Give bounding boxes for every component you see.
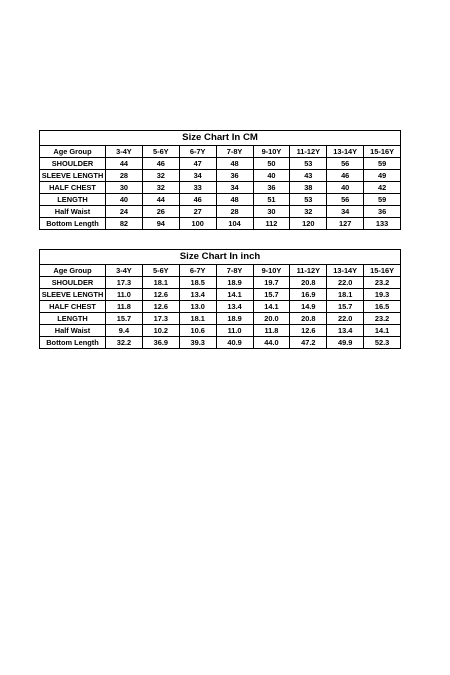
- row-label: Half Waist: [40, 206, 106, 218]
- table-cell: 11.8: [106, 301, 143, 313]
- table-cell: 33: [179, 182, 216, 194]
- table-row: [40, 337, 401, 349]
- column-header: 3-4Y: [106, 146, 143, 158]
- table-cell: 47.2: [290, 337, 327, 349]
- table-cell: 32: [142, 182, 179, 194]
- table-cell: 40.9: [216, 337, 253, 349]
- table-cell: 36: [364, 206, 401, 218]
- column-header: 6-7Y: [179, 265, 216, 277]
- table-cell: 36: [216, 170, 253, 182]
- table-cell: 59: [364, 194, 401, 206]
- table-row: [40, 301, 401, 313]
- table-cell: 26: [142, 206, 179, 218]
- table-cell: 59: [364, 158, 401, 170]
- table-cell: 46: [179, 194, 216, 206]
- table-cell: 22.0: [327, 313, 364, 325]
- table-cell: 13.4: [179, 289, 216, 301]
- table-cell: 51: [253, 194, 290, 206]
- table-cell: 120: [290, 218, 327, 230]
- table-cell: 43: [290, 170, 327, 182]
- table-cell: 47: [179, 158, 216, 170]
- row-label: HALF CHEST: [40, 301, 106, 313]
- table-cell: 9.4: [106, 325, 143, 337]
- table-cell: 36: [253, 182, 290, 194]
- column-header: 11-12Y: [290, 265, 327, 277]
- table-cell: 16.5: [364, 301, 401, 313]
- table-cell: 40: [253, 170, 290, 182]
- table-cell: 104: [216, 218, 253, 230]
- table-cell: 15.7: [253, 289, 290, 301]
- table-cell: 15.7: [327, 301, 364, 313]
- header-label: Age Group: [40, 265, 106, 277]
- column-header: 15-16Y: [364, 265, 401, 277]
- column-header: 9-10Y: [253, 146, 290, 158]
- table-cell: 24: [106, 206, 143, 218]
- table-row: [40, 182, 401, 194]
- table-cell: 40: [106, 194, 143, 206]
- table-cell: 46: [327, 170, 364, 182]
- table-cell: 46: [142, 158, 179, 170]
- table-cell: 17.3: [142, 313, 179, 325]
- table-cell: 18.1: [142, 277, 179, 289]
- column-header: 13-14Y: [327, 146, 364, 158]
- table-cell: 11.0: [216, 325, 253, 337]
- table-cell: 13.4: [216, 301, 253, 313]
- table-cell: 12.6: [290, 325, 327, 337]
- row-label: SHOULDER: [40, 158, 106, 170]
- table-cell: 11.8: [253, 325, 290, 337]
- table-cell: 14.1: [364, 325, 401, 337]
- table-cell: 49.9: [327, 337, 364, 349]
- table-cell: 13.0: [179, 301, 216, 313]
- table-cell: 23.2: [364, 277, 401, 289]
- table-cell: 56: [327, 194, 364, 206]
- table-row: [40, 325, 401, 337]
- table-cell: 18.9: [216, 277, 253, 289]
- table-cell: 20.0: [253, 313, 290, 325]
- table-cell: 14.1: [253, 301, 290, 313]
- table-cell: 14.1: [216, 289, 253, 301]
- table-cell: 19.3: [364, 289, 401, 301]
- table-cell: 18.9: [216, 313, 253, 325]
- table-cell: 39.3: [179, 337, 216, 349]
- table-cell: 30: [253, 206, 290, 218]
- column-header: 9-10Y: [253, 265, 290, 277]
- table-cell: 10.6: [179, 325, 216, 337]
- table-cell: 56: [327, 158, 364, 170]
- table-row: [40, 313, 401, 325]
- table-cell: 94: [142, 218, 179, 230]
- table-cell: 28: [216, 206, 253, 218]
- table-title-row: [40, 131, 401, 146]
- column-header: 13-14Y: [327, 265, 364, 277]
- table-row: [40, 194, 401, 206]
- table-title-row: [40, 250, 401, 265]
- size-chart-inch-table: [39, 249, 401, 349]
- table-cell: 18.5: [179, 277, 216, 289]
- table-cell: 112: [253, 218, 290, 230]
- table-cell: 48: [216, 194, 253, 206]
- table-cell: 127: [327, 218, 364, 230]
- row-label: SLEEVE LENGTH: [40, 170, 106, 182]
- table-cell: 15.7: [106, 313, 143, 325]
- table-cell: 14.9: [290, 301, 327, 313]
- table-cell: 10.2: [142, 325, 179, 337]
- table-row: [40, 170, 401, 182]
- table-row: [40, 289, 401, 301]
- table-cell: 23.2: [364, 313, 401, 325]
- table-cell: 38: [290, 182, 327, 194]
- row-label: Half Waist: [40, 325, 106, 337]
- table-cell: 53: [290, 158, 327, 170]
- size-chart-cm-table: [39, 130, 401, 230]
- table-cell: 16.9: [290, 289, 327, 301]
- column-header: 6-7Y: [179, 146, 216, 158]
- column-header: 11-12Y: [290, 146, 327, 158]
- column-header: 3-4Y: [106, 265, 143, 277]
- row-label: SLEEVE LENGTH: [40, 289, 106, 301]
- table-cell: 11.0: [106, 289, 143, 301]
- table-cell: 53: [290, 194, 327, 206]
- column-header: 7-8Y: [216, 265, 253, 277]
- table-title: Size Chart In CM: [40, 131, 401, 146]
- table-cell: 42: [364, 182, 401, 194]
- column-header: 5-6Y: [142, 265, 179, 277]
- table-cell: 19.7: [253, 277, 290, 289]
- table-row: [40, 158, 401, 170]
- column-header: 5-6Y: [142, 146, 179, 158]
- column-header: 15-16Y: [364, 146, 401, 158]
- table-cell: 18.1: [179, 313, 216, 325]
- row-label: LENGTH: [40, 194, 106, 206]
- row-label: Bottom Length: [40, 337, 106, 349]
- table-cell: 32.2: [106, 337, 143, 349]
- table-cell: 44: [106, 158, 143, 170]
- table-cell: 22.0: [327, 277, 364, 289]
- table-cell: 18.1: [327, 289, 364, 301]
- table-cell: 44: [142, 194, 179, 206]
- table-cell: 40: [327, 182, 364, 194]
- table-cell: 20.8: [290, 277, 327, 289]
- table-cell: 34: [327, 206, 364, 218]
- table-cell: 36.9: [142, 337, 179, 349]
- header-label: Age Group: [40, 146, 106, 158]
- table-cell: 34: [216, 182, 253, 194]
- table-cell: 13.4: [327, 325, 364, 337]
- table-cell: 32: [290, 206, 327, 218]
- table-cell: 44.0: [253, 337, 290, 349]
- table-cell: 49: [364, 170, 401, 182]
- table-cell: 52.3: [364, 337, 401, 349]
- row-label: SHOULDER: [40, 277, 106, 289]
- table-cell: 133: [364, 218, 401, 230]
- table-cell: 50: [253, 158, 290, 170]
- table-cell: 30: [106, 182, 143, 194]
- table-cell: 20.8: [290, 313, 327, 325]
- table-header-row: [40, 265, 401, 277]
- table-cell: 27: [179, 206, 216, 218]
- table-cell: 12.6: [142, 301, 179, 313]
- row-label: HALF CHEST: [40, 182, 106, 194]
- table-cell: 28: [106, 170, 143, 182]
- row-label: LENGTH: [40, 313, 106, 325]
- column-header: 7-8Y: [216, 146, 253, 158]
- table-cell: 32: [142, 170, 179, 182]
- table-row: [40, 218, 401, 230]
- table-title: Size Chart In inch: [40, 250, 401, 265]
- table-cell: 82: [106, 218, 143, 230]
- table-row: [40, 206, 401, 218]
- table-cell: 100: [179, 218, 216, 230]
- table-row: [40, 277, 401, 289]
- table-cell: 17.3: [106, 277, 143, 289]
- row-label: Bottom Length: [40, 218, 106, 230]
- table-cell: 48: [216, 158, 253, 170]
- table-header-row: [40, 146, 401, 158]
- table-cell: 12.6: [142, 289, 179, 301]
- table-cell: 34: [179, 170, 216, 182]
